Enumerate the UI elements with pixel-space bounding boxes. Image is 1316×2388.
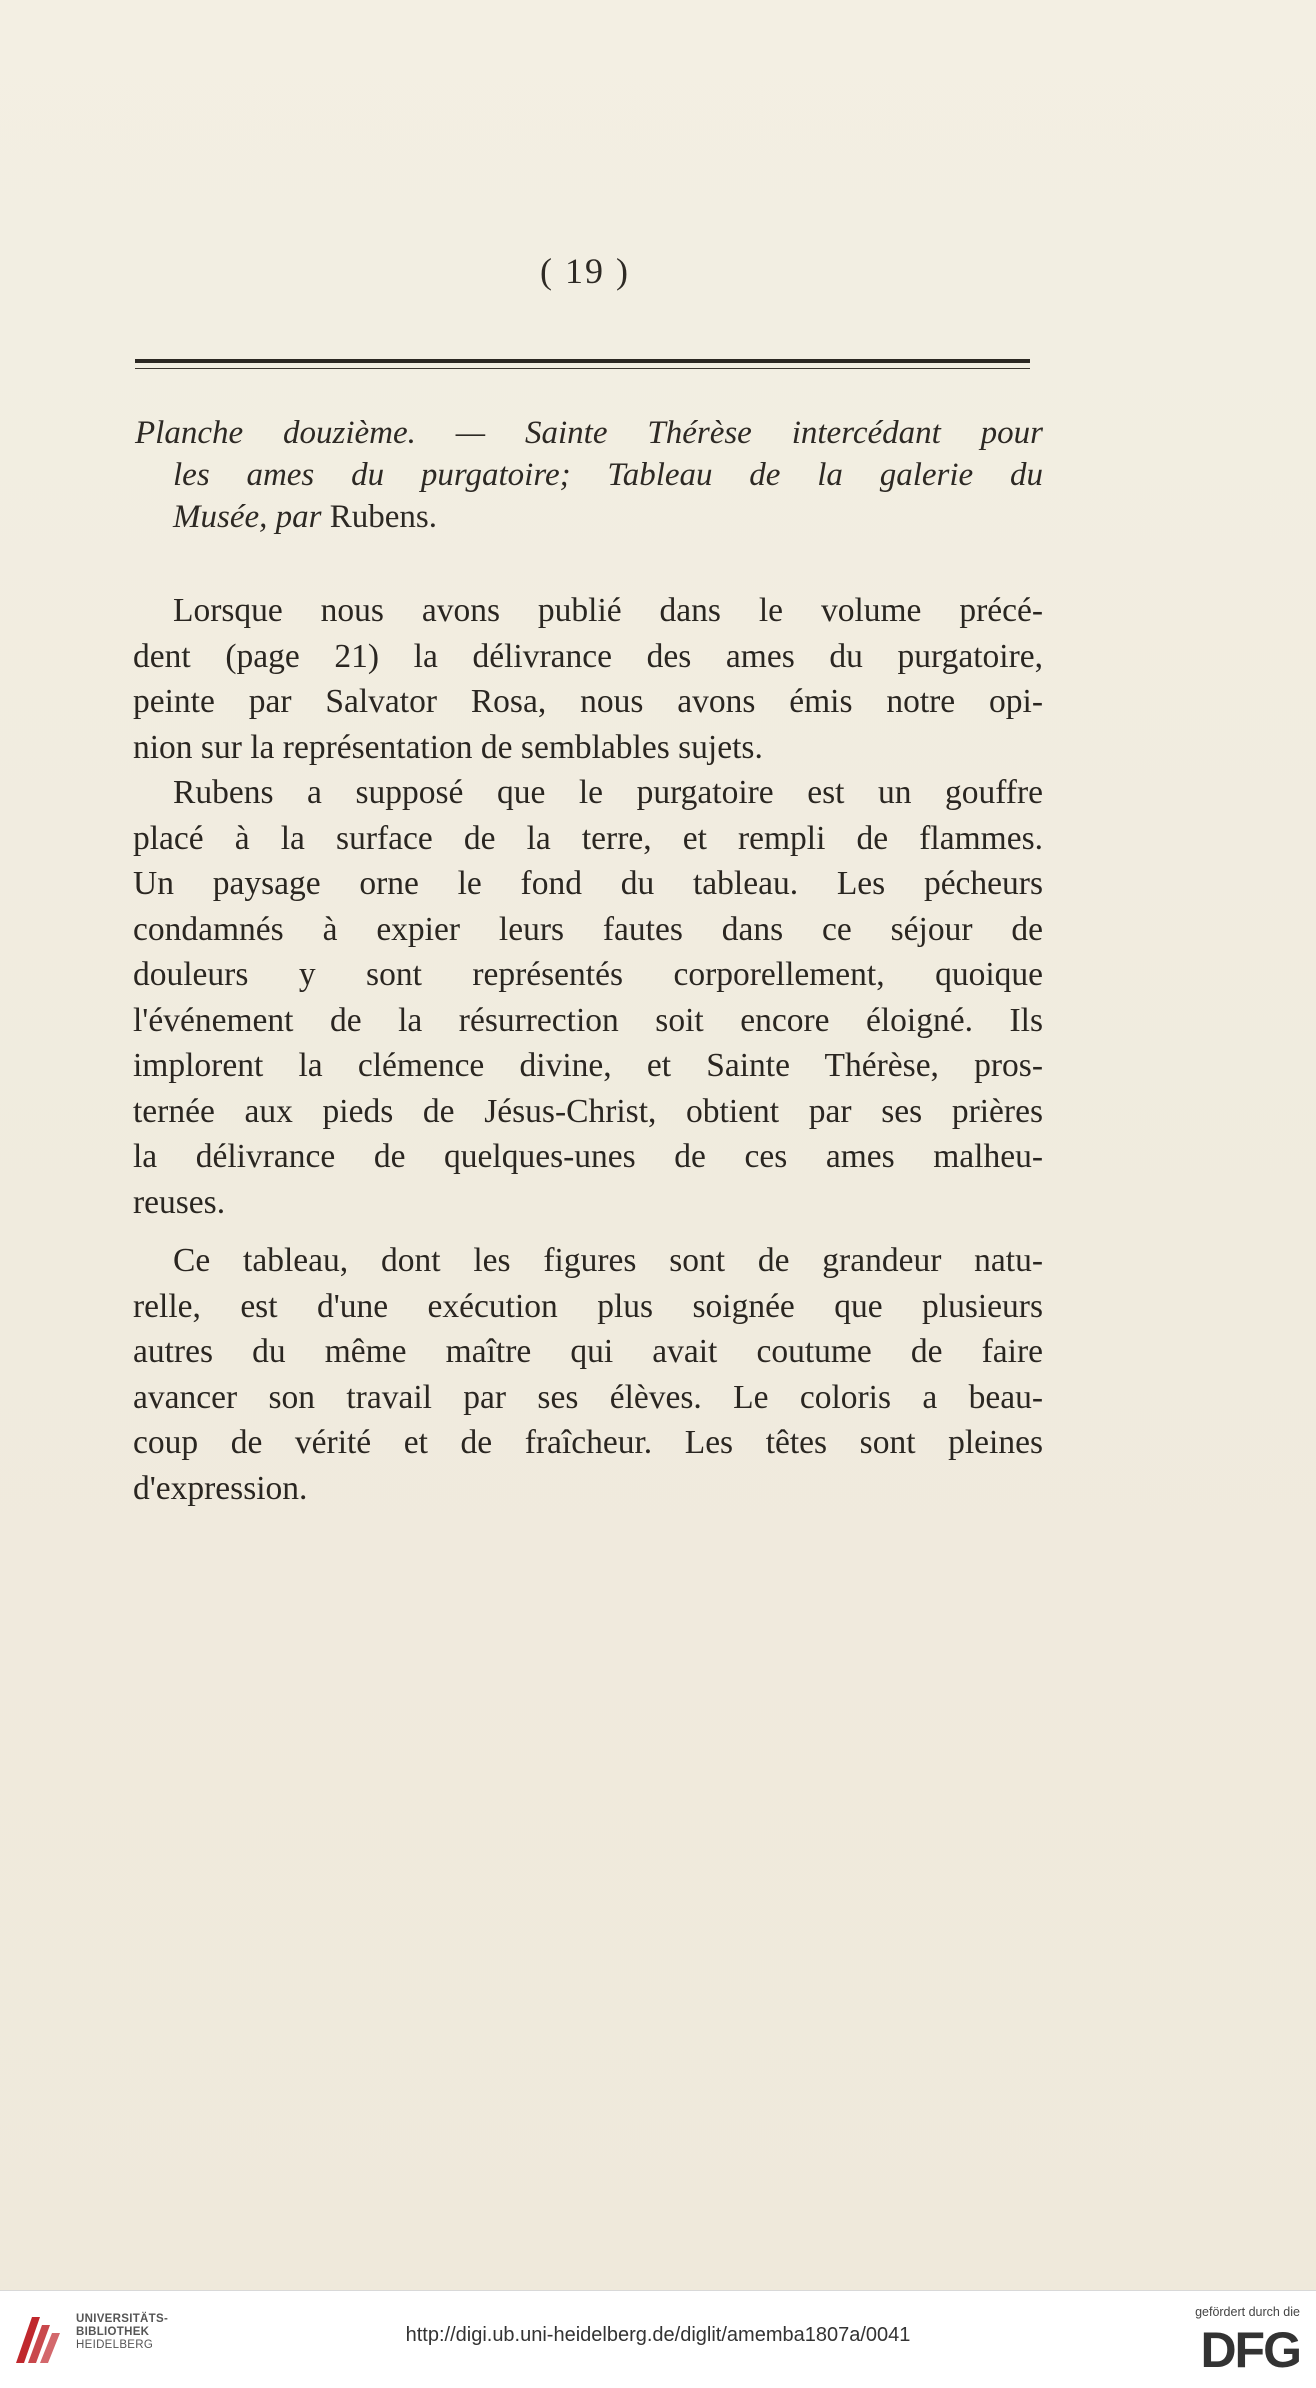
text-line: avancer son travail par ses élèves. Le coloris a beau- (133, 1378, 1043, 1416)
caption-line: les ames du purgatoire; Tableau de la galerie du (173, 457, 1043, 493)
text-line: autres du même maître qui avait coutume de faire (133, 1333, 1043, 1370)
text-line: d'expression. (133, 1469, 308, 1507)
library-name-line: UNIVERSITÄTS- (76, 2313, 169, 2325)
text-line: ternée aux pieds de Jésus-Christ, obtient par ses prières (133, 1092, 1043, 1130)
text-line: peinte par Salvator Rosa, nous avons émis notre opi- (133, 683, 1043, 720)
page-number: ( 19 ) (540, 251, 630, 291)
text-line: condamnés à expier leurs fautes dans ce séjour de (133, 910, 1043, 948)
viewer-footer (0, 2290, 1316, 2388)
paragraph-3 (133, 1238, 1043, 1511)
header-rule-thick (135, 359, 1030, 363)
plate-caption (135, 412, 1043, 538)
text-line: placé à la surface de la terre, et rempli de flammes. (133, 819, 1043, 857)
text-line: Lorsque nous avons publié dans le volume précé- (173, 592, 1043, 629)
text-line: implorent la clémence divine, et Sainte Thérèse, pros- (133, 1047, 1043, 1084)
text-line: l'événement de la résurrection soit encore éloigné. Ils (133, 1001, 1043, 1039)
text-line: nion sur la représentation de semblables sujets. (133, 728, 763, 766)
header-rule-thin (135, 368, 1030, 369)
dfg-logo: DFG (1200, 2322, 1300, 2378)
caption-museum-text: Musée, par (173, 499, 330, 535)
text-line: douleurs y sont représentés corporellement, quoique (133, 956, 1043, 993)
caption-artist-name: Rubens. (329, 499, 437, 535)
paragraph-1 (133, 588, 1043, 770)
funding-label: gefördert durch die (1195, 2305, 1300, 2319)
text-line: la délivrance de quelques-unes de ces ames malheu- (133, 1138, 1043, 1175)
permalink-url[interactable]: http://digi.ub.uni-heidelberg.de/diglit/amemba1807a/0041 (405, 2324, 911, 2346)
caption-line: Planche douzième. — Sainte Thérèse intercédant pour (135, 415, 1043, 451)
caption-line (135, 496, 1043, 538)
library-name-line: BIBLIOTHEK (76, 2326, 150, 2338)
text-line: coup de vérité et de fraîcheur. Les têtes sont pleines (133, 1424, 1043, 1461)
text-line: dent (page 21) la délivrance des ames du purgatoire, (133, 637, 1043, 675)
paragraph-2 (133, 770, 1043, 1225)
text-line: Ce tableau, dont les figures sont de grandeur natu- (173, 1242, 1043, 1279)
library-name-line: HEIDELBERG (76, 2339, 154, 2351)
text-line: reuses. (133, 1183, 226, 1221)
text-line: Un paysage orne le fond du tableau. Les pécheurs (133, 865, 1043, 902)
text-line: relle, est d'une exécution plus soignée que plusieurs (133, 1287, 1043, 1325)
text-line: Rubens a supposé que le purgatoire est un gouffre (173, 774, 1043, 811)
